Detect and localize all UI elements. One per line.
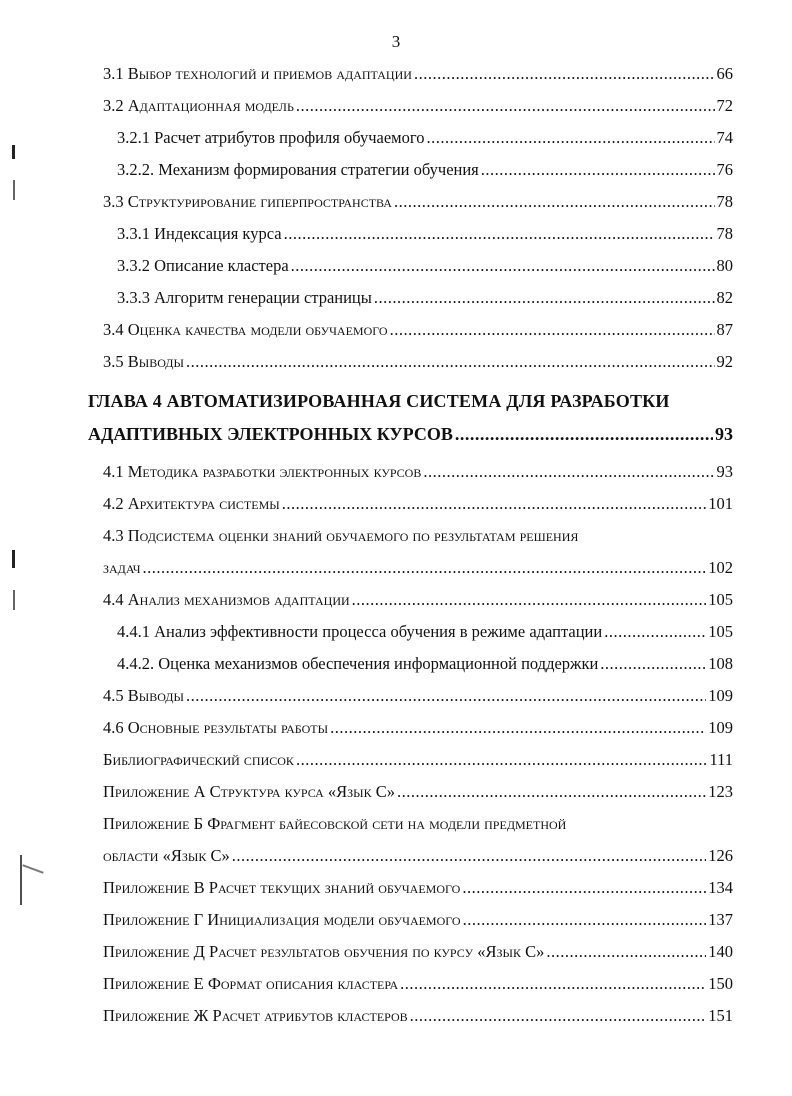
toc-entry-appendix-d[interactable]	[103, 942, 733, 962]
leader-dots	[143, 558, 707, 578]
toc-entry-title: 3.2.2. Механизм формирования стратегии обучения	[117, 160, 479, 179]
toc-entry-title: 3.4 Оценка качества модели обучаемого	[103, 320, 388, 339]
scan-mark	[13, 590, 15, 610]
leader-dots	[296, 750, 708, 770]
scan-mark	[12, 550, 15, 568]
leader-dots	[400, 974, 706, 994]
toc-entry-4-3-line1[interactable]: 4.3 Подсистема оценки знаний обучаемого по результатам решения	[103, 526, 579, 545]
toc-entry-title: 3.5 Выводы	[103, 352, 184, 371]
toc-entry-title: 3.2 Адаптационная модель	[103, 96, 294, 115]
leader-dots	[186, 352, 715, 372]
toc-entry-title: 4.6 Основные результаты работы	[103, 718, 329, 737]
leader-dots	[232, 846, 707, 866]
page-number: 3	[391, 32, 401, 51]
toc-entry-title: 4.4.2. Оценка механизмов обеспечения информационной поддержки	[117, 654, 599, 673]
toc-entry-page: 137	[708, 910, 733, 929]
toc-entry-title: Приложение Д Расчет результатов обучения по курсу «Язык С»	[103, 942, 545, 961]
toc-entry-page: 78	[716, 192, 733, 211]
toc-entry-title: 4.2 Архитектура системы	[103, 494, 280, 513]
toc-entry-title: 4.4 Анализ механизмов адаптации	[103, 590, 350, 609]
toc-entry-title: 3.3.1 Индексация курса	[117, 224, 282, 243]
toc-entry-title: Библиографический список	[103, 750, 294, 769]
scan-mark	[20, 855, 22, 905]
leader-dots	[604, 622, 706, 642]
toc-entry-page: 93	[715, 424, 733, 444]
leader-dots	[296, 96, 715, 116]
leader-dots	[397, 782, 706, 802]
toc-entry-3-3-1[interactable]	[117, 224, 733, 244]
toc-entry-4-4-1[interactable]	[117, 622, 733, 642]
toc-entry-appendix-b-line1[interactable]: Приложение Б Фрагмент байесовской сети на модели предметной	[103, 814, 567, 833]
toc-entry-3-3-2[interactable]	[117, 256, 733, 276]
leader-dots	[352, 590, 707, 610]
toc-entry-page: 111	[709, 750, 733, 769]
toc-entry-appendix-a[interactable]	[103, 782, 733, 802]
toc-entry-title: 4.5 Выводы	[103, 686, 184, 705]
toc-entry-page: 150	[708, 974, 733, 993]
toc-entry-page: 109	[708, 718, 733, 737]
toc-entry-4-1[interactable]	[103, 462, 733, 482]
toc-entry-page: 105	[708, 622, 733, 641]
toc-entry-title: 3.2.1 Расчет атрибутов профиля обучаемого	[117, 128, 425, 147]
leader-dots	[186, 686, 706, 706]
leader-dots	[330, 718, 706, 738]
toc-entry-3-1[interactable]	[103, 64, 733, 84]
toc-entry-3-4[interactable]	[103, 320, 733, 340]
scan-mark	[13, 180, 15, 200]
toc-entry-page: 72	[716, 96, 733, 115]
chapter-4-heading-line1[interactable]: ГЛАВА 4 АВТОМАТИЗИРОВАННАЯ СИСТЕМА ДЛЯ РАЗРАБОТКИ	[88, 391, 670, 411]
toc-entry-page: 151	[708, 1006, 733, 1025]
toc-entry-page: 123	[708, 782, 733, 801]
toc-entry-title: 3.3 Структурирование гиперпространства	[103, 192, 392, 211]
toc-entry-4-2[interactable]	[103, 494, 733, 514]
toc-entry-page: 92	[716, 352, 733, 371]
chapter-4-heading[interactable]	[88, 424, 733, 444]
leader-dots	[282, 494, 707, 514]
leader-dots	[414, 64, 715, 84]
scan-mark	[12, 145, 15, 159]
toc-entry-page: 82	[716, 288, 733, 307]
toc-entry-page: 101	[708, 494, 733, 513]
leader-dots	[374, 288, 715, 308]
toc-entry-page: 66	[716, 64, 733, 83]
toc-entry-page: 105	[708, 590, 733, 609]
leader-dots	[390, 320, 715, 340]
toc-entry-appendix-g[interactable]	[103, 910, 733, 930]
toc-entry-title: 4.1 Методика разработки электронных курсов	[103, 462, 422, 481]
toc-entry-appendix-v[interactable]	[103, 878, 733, 898]
toc-entry-appendix-zh[interactable]	[103, 1006, 733, 1026]
toc-entry-4-6[interactable]	[103, 718, 733, 738]
toc-entry-4-5[interactable]	[103, 686, 733, 706]
toc-entry-page: 80	[716, 256, 733, 275]
toc-entry-page: 76	[716, 160, 733, 179]
toc-entry-page: 109	[708, 686, 733, 705]
toc-entry-title: Приложение В Расчет текущих знаний обучаемого	[103, 878, 461, 897]
toc-entry-4-3[interactable]	[103, 558, 733, 578]
toc-entry-title: АДАПТИВНЫХ ЭЛЕКТРОННЫХ КУРСОВ	[88, 424, 453, 444]
toc-entry-title: Приложение Г Инициализация модели обучаемого	[103, 910, 461, 929]
leader-dots	[410, 1006, 707, 1026]
toc-entry-3-3-3[interactable]	[117, 288, 733, 308]
toc-entry-page: 102	[708, 558, 733, 577]
toc-entry-page: 78	[716, 224, 733, 243]
leader-dots	[481, 160, 715, 180]
toc-entry-4-4[interactable]	[103, 590, 733, 610]
toc-entry-page: 108	[708, 654, 733, 673]
toc-entry-title: 3.3.3 Алгоритм генерации страницы	[117, 288, 372, 307]
toc-entry-4-4-2[interactable]	[117, 654, 733, 674]
leader-dots	[546, 942, 706, 962]
leader-dots	[291, 256, 715, 276]
toc-entry-3-2-2[interactable]	[117, 160, 733, 180]
toc-entry-3-3[interactable]	[103, 192, 733, 212]
leader-dots	[426, 128, 714, 148]
leader-dots	[463, 910, 707, 930]
toc-entry-title: 3.1 Выбор технологий и приемов адаптации	[103, 64, 412, 83]
toc-entry-title: 4.4.1 Анализ эффективности процесса обучения в режиме адаптации	[117, 622, 603, 641]
toc-entry-3-2-1[interactable]	[117, 128, 733, 148]
toc-entry-page: 134	[708, 878, 733, 897]
leader-dots	[284, 224, 715, 244]
toc-entry-title: задач	[103, 558, 141, 577]
toc-entry-title: Приложение Е Формат описания кластера	[103, 974, 399, 993]
toc-entry-title: Приложение Ж Расчет атрибутов кластеров	[103, 1006, 408, 1025]
toc-entry-page: 93	[716, 462, 733, 481]
toc-entry-page: 87	[716, 320, 733, 339]
leader-dots	[455, 424, 713, 444]
toc-entry-title: Приложение А Структура курса «Язык С»	[103, 782, 396, 801]
toc-entry-page: 140	[708, 942, 733, 961]
leader-dots	[462, 878, 706, 898]
toc-entry-page: 126	[708, 846, 733, 865]
toc-entry-page: 74	[716, 128, 733, 147]
toc-entry-3-5[interactable]	[103, 352, 733, 372]
toc-entry-3-2[interactable]	[103, 96, 733, 116]
leader-dots	[394, 192, 715, 212]
toc-entry-title: 3.3.2 Описание кластера	[117, 256, 289, 275]
leader-dots	[423, 462, 714, 482]
toc-entry-title: области «Язык С»	[103, 846, 230, 865]
toc-entry-bibliography[interactable]	[103, 750, 733, 770]
toc-entry-appendix-b[interactable]	[103, 846, 733, 866]
leader-dots	[600, 654, 706, 674]
toc-entry-appendix-e[interactable]	[103, 974, 733, 994]
